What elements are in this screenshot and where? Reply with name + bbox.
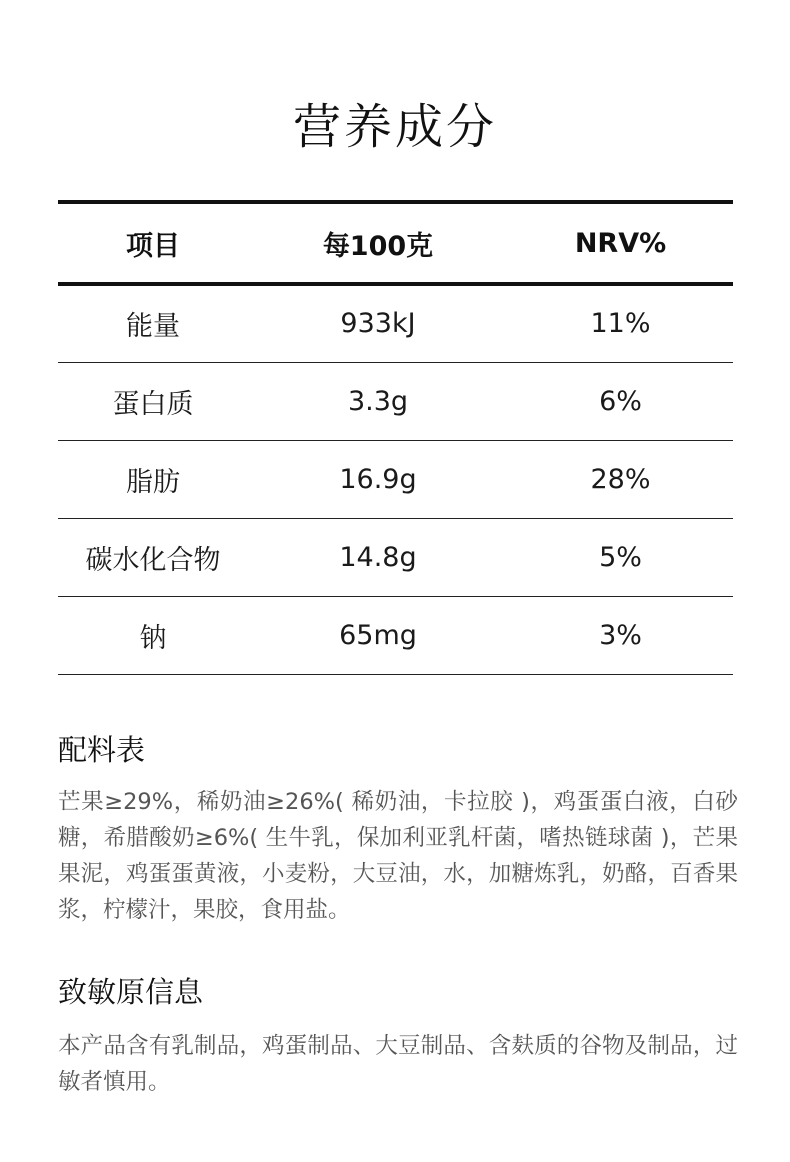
row-item-name: 碳水化合物 [85, 544, 221, 576]
allergen-text: 本产品含有乳制品，鸡蛋制品、大豆制品、含麸质的谷物及制品，过敏者慎用。 [58, 1033, 738, 1095]
table-row [58, 596, 733, 674]
table-row [58, 440, 733, 518]
row-item-nrv: 11% [590, 308, 651, 340]
row-item-amount: 14.8g [339, 541, 417, 573]
ingredients-text: 芒果≥29%，稀奶油≥26%( 稀奶油，卡拉胶 )，鸡蛋蛋白液，白砂糖，希腊酸奶≥6%( 生牛乳，保加利亚乳杆菌，嗜热链球菌 )，芒果果泥，鸡蛋蛋黄液，小麦粉，大豆油，水，加糖炼乳，奶酪，百香果浆，柠檬汁，果胶，食用盐。 [58, 789, 738, 923]
row-item-nrv: 6% [599, 385, 642, 417]
row-item-name: 蛋白质 [112, 388, 194, 420]
table-row [58, 284, 733, 362]
page-title: 营养成分 [292, 99, 497, 155]
row-item-name: 钠 [139, 622, 167, 654]
allergen-heading: 致敏原信息 [58, 975, 204, 1009]
row-item-amount: 3.3g [347, 385, 409, 417]
header-nrv: NRV% [574, 227, 667, 259]
row-item-amount: 933kJ [340, 308, 416, 340]
row-item-name: 脂肪 [126, 466, 180, 498]
row-item-nrv: 3% [599, 619, 642, 651]
row-item-amount: 16.9g [339, 463, 417, 495]
ingredients-heading: 配料表 [58, 733, 146, 767]
nutrition-table [58, 200, 733, 675]
row-item-amount: 65mg [339, 619, 417, 651]
row-item-nrv: 28% [590, 463, 651, 495]
header-per-100g: 每100克 [322, 230, 434, 262]
table-row [58, 518, 733, 596]
row-item-nrv: 5% [599, 541, 642, 573]
table-header-row [58, 202, 733, 284]
table-row [58, 362, 733, 440]
header-item: 项目 [126, 230, 180, 262]
row-item-name: 能量 [126, 311, 180, 343]
